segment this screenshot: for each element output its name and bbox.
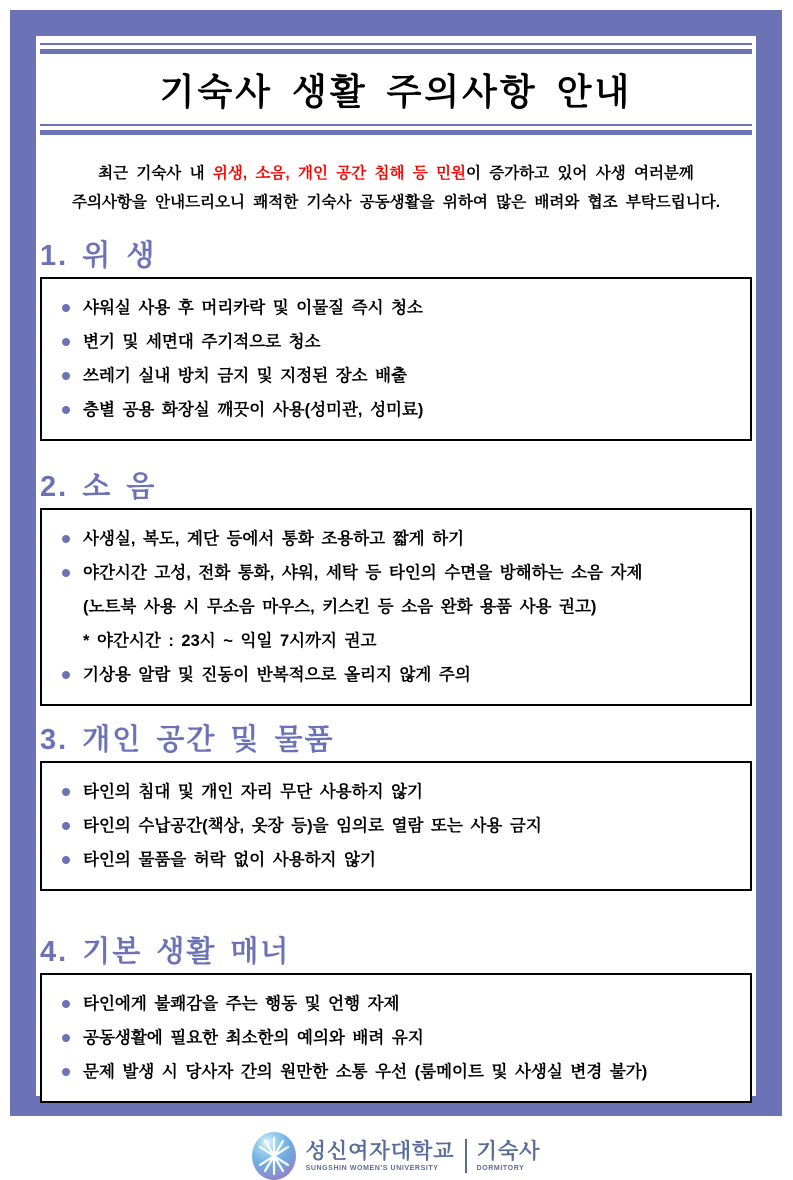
sections bbox=[40, 239, 752, 1103]
section-heading: 2. 소 음 bbox=[40, 471, 157, 503]
intro-paragraph bbox=[46, 159, 746, 217]
intro-line1-suffix: 이 증가하고 있어 사생 여러분께 bbox=[465, 165, 694, 182]
bullet-dot bbox=[62, 788, 70, 796]
snowflake-globe-icon bbox=[252, 1132, 296, 1180]
page-border-frame bbox=[10, 10, 782, 1172]
bullet-dot bbox=[62, 856, 70, 864]
university-name-en: SUNGSHIN WOMEN'S UNIVERSITY bbox=[305, 1164, 439, 1172]
dormitory-label-ko: 기숙사 bbox=[476, 1139, 541, 1163]
notice-item-text: 타인의 수납공간(책상, 옷장 등)을 임의로 열람 또는 사용 금지 bbox=[83, 817, 542, 835]
notice-item-line bbox=[56, 359, 736, 393]
section bbox=[40, 239, 752, 441]
bullet-dot bbox=[62, 304, 70, 312]
page-title: 기숙사 생활 주의사항 안내 bbox=[159, 71, 633, 112]
notice-item-text: * 야간시간 : 23시 ~ 익일 7시까지 권고 bbox=[83, 632, 377, 650]
notice-item-line bbox=[56, 325, 736, 359]
notice-item-text: (노트북 사용 시 무소음 마우스, 키스킨 등 소음 완화 용품 사용 권고) bbox=[83, 598, 597, 616]
intro-line1-highlight: 위생, 소음, 개인 공간 침해 등 민원 bbox=[212, 165, 466, 182]
notice-item-text: 문제 발생 시 당사자 간의 원만한 소통 우선 (룸메이트 및 사생실 변경 불가) bbox=[83, 1063, 648, 1081]
bullet-dot bbox=[62, 406, 70, 414]
bullet-dot bbox=[62, 569, 70, 577]
footer-logo bbox=[40, 1132, 752, 1180]
notice-item-line bbox=[56, 590, 736, 624]
university-name-ko: 성신여자대학교 bbox=[305, 1139, 455, 1163]
notice-item-text: 공동생활에 필요한 최소한의 예의와 배려 유지 bbox=[83, 1029, 424, 1047]
notice-item-line bbox=[56, 291, 736, 325]
section-heading: 1. 위 생 bbox=[40, 240, 157, 272]
notice-item-text: 기상용 알람 및 진동이 반복적으로 올리지 않게 주의 bbox=[83, 666, 471, 684]
bullet-dot bbox=[62, 1034, 70, 1042]
notice-item-text: 야간시간 고성, 전화 통화, 샤워, 세탁 등 타인의 수면을 방해하는 소음 자제 bbox=[83, 564, 643, 582]
notice-box bbox=[40, 973, 752, 1103]
notice-item-line bbox=[56, 556, 736, 590]
notice-item-text: 사생실, 복도, 계단 등에서 통화 조용하고 짧게 하기 bbox=[83, 530, 465, 548]
notice-box bbox=[40, 761, 752, 891]
logo-divider bbox=[465, 1139, 467, 1173]
intro-line1-prefix: 최근 기숙사 내 bbox=[98, 165, 213, 182]
notice-item-line bbox=[56, 775, 736, 809]
bullet-dot bbox=[62, 535, 70, 543]
notice-item-text: 쓰레기 실내 방치 금지 및 지정된 장소 배출 bbox=[83, 367, 408, 385]
notice-item-line bbox=[56, 809, 736, 843]
notice-item-text: 변기 및 세면대 주기적으로 청소 bbox=[83, 333, 321, 351]
page-content bbox=[36, 36, 756, 1180]
title-top-rule bbox=[40, 43, 752, 54]
title-bottom-rule bbox=[40, 124, 752, 135]
notice-item-text: 타인의 물품을 허락 없이 사용하지 않기 bbox=[83, 851, 376, 869]
section-heading: 3. 개인 공간 및 물품 bbox=[40, 724, 335, 756]
section-spacer bbox=[40, 441, 752, 470]
notice-item-text: 샤워실 사용 후 머리카락 및 이물질 즉시 청소 bbox=[83, 299, 423, 317]
dormitory-label-en: DORMITORY bbox=[476, 1164, 525, 1172]
notice-item-line bbox=[56, 658, 736, 692]
notice-item-line bbox=[56, 624, 736, 658]
section bbox=[40, 723, 752, 891]
bullet-dot bbox=[62, 822, 70, 830]
section bbox=[40, 470, 752, 706]
notice-item-line bbox=[56, 393, 736, 427]
bullet-dot bbox=[62, 1068, 70, 1076]
bullet-dot bbox=[62, 1000, 70, 1008]
bullet-dot bbox=[62, 372, 70, 380]
notice-item-text: 층별 공용 화장실 깨끗이 사용(성미관, 성미료) bbox=[83, 401, 424, 419]
notice-item-text: 타인에게 불쾌감을 주는 행동 및 언행 자제 bbox=[83, 995, 400, 1013]
bullet-dot bbox=[62, 338, 70, 346]
notice-item-line bbox=[56, 1021, 736, 1055]
bullet-dot bbox=[62, 671, 70, 679]
notice-item-line bbox=[56, 1055, 736, 1089]
section bbox=[40, 935, 752, 1103]
notice-item-line bbox=[56, 522, 736, 556]
notice-item-line bbox=[56, 843, 736, 877]
notice-item-line bbox=[56, 987, 736, 1021]
section-heading: 4. 기본 생활 매너 bbox=[40, 936, 291, 968]
notice-box bbox=[40, 508, 752, 706]
section-spacer bbox=[40, 891, 752, 935]
section-spacer bbox=[40, 706, 752, 723]
notice-item-text: 타인의 침대 및 개인 자리 무단 사용하지 않기 bbox=[83, 783, 423, 801]
notice-box bbox=[40, 277, 752, 441]
intro-line2: 주의사항을 안내드리오니 쾌적한 기숙사 공동생활을 위하여 많은 배려와 협조 부탁드립니다. bbox=[71, 194, 721, 211]
